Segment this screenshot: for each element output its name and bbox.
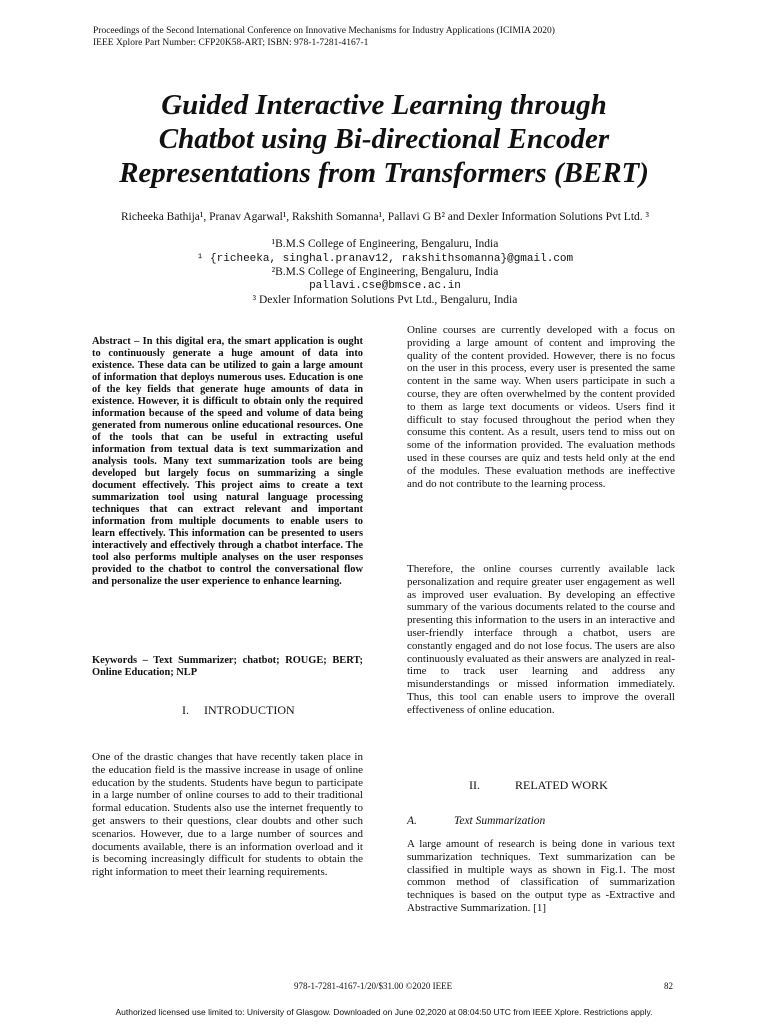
subsection-title: Text Summarization [454,815,546,827]
paper-title [60,88,708,190]
right-paragraph-1: Online courses are currently developed with a focus on providing a large amount of content and improving the quality of the content provided. However, there is no focus on the user in this process, every user is presented the same content in the same way. When users participate in such a course, they are often overwhelmed by the content provided to them as large text documents or videos. Users find it difficult to stay focused throughout the period when they consume this content. As a result, users tend to miss out on some of the information provided. The evaluation methods used in these courses are quiz and tests held only at the end of the modules. These evaluation methods are ineffective and do not contribute to the learning process. [407,324,675,490]
ieee-part-number: IEEE Xplore Part Number: CFP20K58-ART; ISBN: 978-1-7281-4167-1 [93,38,369,48]
right-paragraph-3: A large amount of research is being done in various text summarization techniques. Text summarization can be classified in multiple ways as shown in Fig.1. The most common method of classification of summarization techniques is based on the output type as -Extractive and Abstractive Summarization. [1] [407,838,675,914]
keywords: Keywords – Text Summarizer; chatbot; ROUGE; BERT; Online Education; NLP [92,655,363,678]
subsection-heading-text-summarization [407,815,607,827]
affiliation-3: ³ Dexler Information Solutions Pvt Ltd., Bengaluru, India [252,294,518,306]
author-list: Richeeka Bathija¹, Pranav Agarwal¹, Rakshith Somanna¹, Pallavi G B² and Dexler Information Solutions Pvt Ltd. ³ [121,211,649,223]
title-line-2: Chatbot using Bi-directional Encoder [158,123,610,155]
abstract: Abstract – In this digital era, the smart application is ought to continuously generate a huge amount of data into existence. These data can be utilized to gain a large amount of information that deploys numerous uses. Education is one of the key fields that generate huge amounts of data in existence. However, it is difficult to obtain only the required information because of the speed and volume of data being generated from numerous online educational resources. One of the tools that can be useful in extracting useful information from textual data is text summarization and analysis tools. Many text summarization tools are being developed but largely focus on summarizing a single document effectively. This project aims to create a text summarization tool using natural language processing techniques that can extract relevant and important information from multiple documents to enable users to learn effectively. This information can be presented to users interactively and effectively through a chatbot interface. The tool also performs multiple analyses on the user responses provided to the chatbot to control the conversational flow and personalize the user experience to enhance learning. [92,336,363,587]
section-number: II. [469,778,480,792]
author-emails-1: ¹ {richeeka, singhal.pranav12, rakshithsomanna}@gmail.com [196,253,574,265]
authorized-use-notice: Authorized licensed use limited to: University of Glasgow. Downloaded on June 02,2020 at 08:04:50 UTC from IEEE Xplore. Restrictions apply. [115,1007,653,1017]
copyright-code: 978-1-7281-4167-1/20/$31.00 ©2020 IEEE [294,981,453,991]
section-number: I. [182,703,189,717]
right-paragraph-2: Therefore, the online courses currently available lack personalization and require greater user engagement as well as improved user evaluation. By developing an effective summary of the various documents related to the course and presenting this information to the users in an interactive and user-friendly interface through a chatbot, users are constantly engaged and do not lose focus. The users are also continuously evaluated as their answers are analyzed in real-time to track user learning and address any misunderstandings or missed information immediately. Thus, this tool can enable users to improve the overall effectiveness of online education. [407,563,675,716]
section-title: INTRODUCTION [204,703,295,717]
subsection-number: A. [407,815,417,827]
author-email-2: pallavi.cse@bmsce.ac.in [309,280,461,292]
title-line-3: Representations from Transformers (BERT) [119,157,649,189]
title-line-1: Guided Interactive Learning through [161,89,607,121]
introduction-paragraph: One of the drastic changes that have recently taken place in the education field is the massive increase in usage of online education by the students. Students have begun to participate in a large number of online courses to add to their traditional formal education. Students also use the internet frequently to get answers to their questions, clear doubts and other such scenarios. However, due to a large number of sources and documents available, there is an information overload and it is becoming increasingly difficult for students to obtain the right information to meet their learning requirements. [92,751,363,879]
conference-header: Proceedings of the Second International Conference on Innovative Mechanisms for Industry Applications (ICIMIA 2020) [93,26,555,36]
affiliation-2: ²B.M.S College of Engineering, Bengaluru, India [271,266,499,278]
page-number: 82 [664,981,673,991]
section-title: RELATED WORK [515,778,608,792]
affiliation-1: ¹B.M.S College of Engineering, Bengaluru, India [271,238,499,250]
